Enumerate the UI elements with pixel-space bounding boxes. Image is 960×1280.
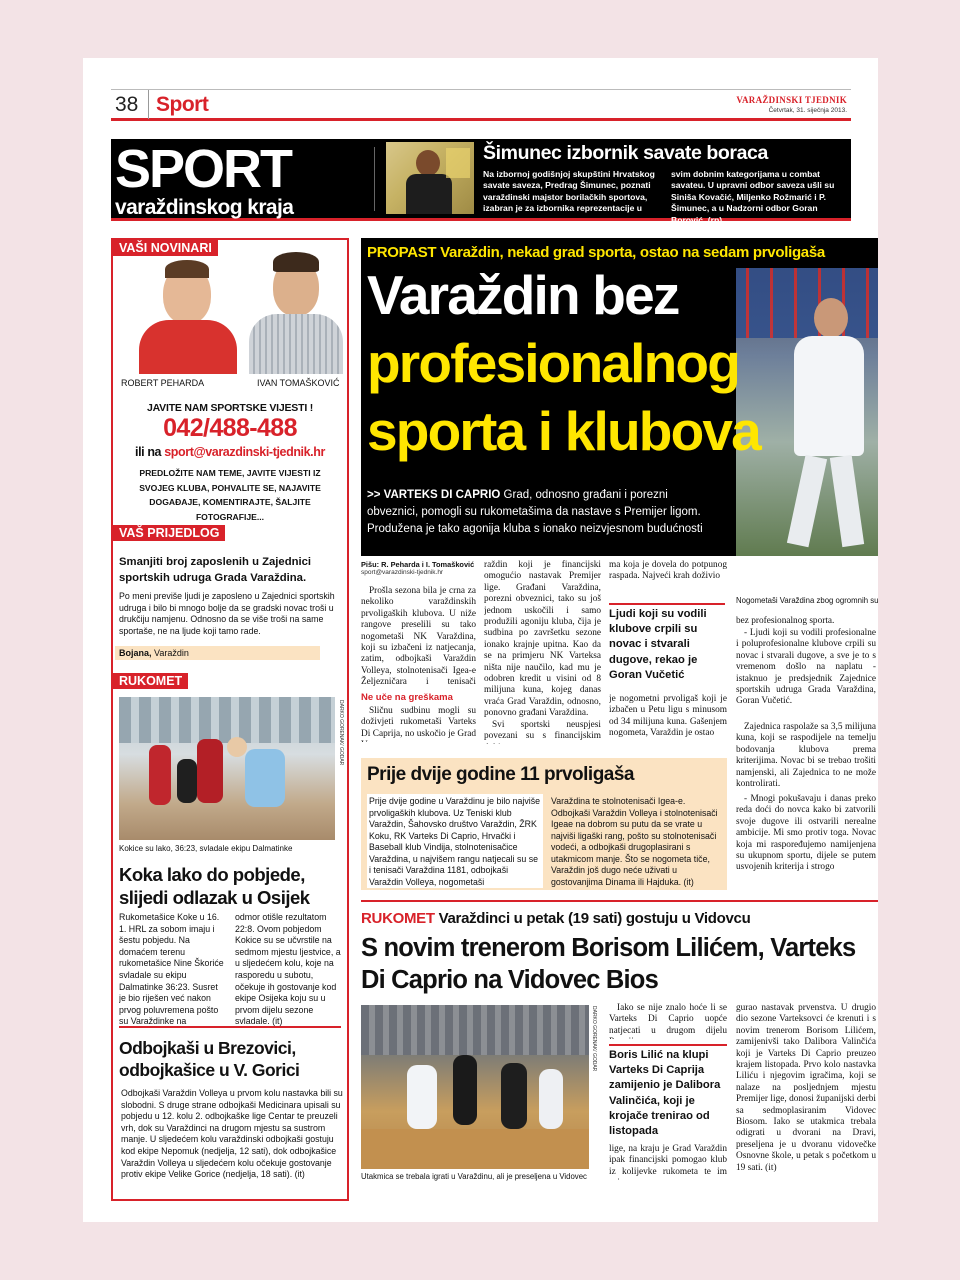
main-col2-text: raždin koji je financijski omogućio nastavak Premijer lige. Građani Varaždina, porezni obveznici, tako su još jednom uskočili i samo produžili agoniju kluba, čija je sudbina po završetku sezone ionako krajnje upitna. Kao da se na primjeru NK Varteksa ništa nije naučilo, kad mu je odobren kredit u visini od 8 milijuna kuna, kojeg danas vraća Grad Varaždin, odnosno, ponovno građani Varaždina. bbox=[484, 560, 601, 719]
main-col2-text2: Svi sportski neuspjesi povezani su s financijskim bbox=[484, 720, 601, 742]
main-kicker-word: PROPAST bbox=[367, 244, 437, 261]
masthead: VARAŽDINSKI TJEDNIK bbox=[736, 95, 847, 105]
proposal-label: VAŠ PRIJEDLOG bbox=[113, 525, 225, 541]
proposal-title: Smanjiti broj zaposlenih u Zajednici sportskih udruga Grada Varaždina. bbox=[119, 556, 312, 584]
handball-sidebar-text1: Rukometašice Koke u 16. 1. HRL za sobom imaju i šestu pobjedu. Na domaćem terenu rukometašice Nine Škoriće svladale su ekipu Dalmatinke 36:23. Susret je bio riješen već nakon prvog poluvremena pošto su Varaždinke na bbox=[119, 912, 224, 1027]
story-divider bbox=[361, 900, 878, 902]
main-col4-text2: - Ljudi koji su vodili profesionalne i poluprofesionalne klubove crpili su novac i stvarali dugove, a sve je to s vremenom došlo na naplatu - istaknuo je predsjednik Zajednice sportskih udruga Grada Varaždina, Goran Vučetić. bbox=[736, 628, 876, 707]
cta-text: JAVITE NAM SPORTSKE VIJESTI ! bbox=[146, 402, 314, 414]
handball-sidebar-photo bbox=[119, 697, 335, 840]
main-kicker bbox=[367, 244, 825, 261]
journalists-label: VAŠI NOVINARI bbox=[113, 240, 218, 256]
volley-text: Odbojkaši Varaždin Volleya u prvom kolu nastavka bili su slobodni. S druge strane odbojkaši Medicinara upisali su pobjedu u 12. kolu 2. odbojkaške lige Centar te preuzeli vrh, dok su Varaždinci na drugom mjestu sa sustrom manje. U sljedećem kolu varaždinski odbojkaši gostuju kod ekipe Nepomuk (nedjelja, 12 sati), dok odbojkašice Varaždin Volleya u sljedećem kolu očekuje gostovanje protiv ekipe Velike Gorice (nedjelja, 18 sati). (it) bbox=[121, 1088, 343, 1180]
main-story bbox=[361, 238, 878, 556]
main-headline-line2: profesionalnog bbox=[367, 332, 740, 394]
banner-headline: Šimunec izbornik savate boraca bbox=[483, 142, 768, 164]
main-byline bbox=[361, 560, 476, 576]
handball-kicker bbox=[361, 910, 750, 927]
section-name: Sport bbox=[156, 93, 209, 116]
main-lead-prefix: >> VARTEKS DI CAPRIO bbox=[367, 489, 501, 501]
main-col3-text: ma koja je dovela do potpunog raspada. Najveći krah doživio bbox=[609, 560, 727, 582]
sidebar bbox=[111, 238, 349, 1201]
main-headline-line1: Varaždin bez bbox=[367, 264, 679, 326]
handball-col1-text2: lige, na kraju je Grad Varaždin ipak financijski pomogao klub iz kolijevke rukometa te im bbox=[609, 1144, 727, 1177]
proposal-city: Varaždin bbox=[154, 648, 189, 658]
issue-date: Četvrtak, 31. siječnja 2013. bbox=[768, 107, 847, 114]
banner-title-big: SPORT bbox=[115, 139, 292, 199]
newspaper-page bbox=[83, 58, 878, 1222]
eleven-clubs-box bbox=[361, 758, 727, 890]
invite-text: PREDLOŽITE NAM TEME, JAVITE VIJESTI IZ SVOJEG KLUBA, POHVALITE SE, NAJAVITE DOGAĐAJE, KOMENTIRAJTE, ŠALJITE FOTOGRAFIJE... bbox=[139, 468, 321, 522]
handball-label: RUKOMET bbox=[113, 673, 188, 689]
photo-robert-peharda bbox=[133, 258, 241, 374]
page-number: 38 bbox=[115, 93, 139, 116]
handball-main-photo bbox=[361, 1005, 589, 1169]
handball-caption: Kokice su lako, 36:23, svladale ekipu Dalmatinke bbox=[119, 844, 293, 853]
main-col1-subhead: Ne uče na greškama bbox=[361, 692, 453, 703]
contact-phone[interactable]: 042/488-488 bbox=[163, 414, 297, 442]
proposal-text: Po meni previše ljudi je zaposleno u Zajednici sportskih udruga i bilo bi mnogo bolje da se gradski novac troši u drukčiju namjenu. Odnosno da se više troši na same sportaše, ne na ljude koji tamo rade. bbox=[119, 591, 335, 636]
banner-title-small: varaždinskog kraja bbox=[115, 196, 294, 219]
main-col4-text: bez profesionalnog sporta. bbox=[736, 616, 835, 626]
sidebar-divider bbox=[119, 1026, 341, 1028]
handball-kicker-word: RUKOMET bbox=[361, 910, 435, 927]
proposal-author-strip bbox=[115, 646, 320, 660]
journalist-name-2: IVAN TOMAŠKOVIĆ bbox=[257, 378, 340, 388]
handball-col2-text: gurao nastavak prvenstva. U drugio dio sezone Varteksovci će krenuti i s novim trenerom Borisom Lilićem, zamijenivši tako Dalibora Valinčića koji je Varteks Di Caprio preuzeo krajem listopada. Prvo kolo nastavka Liliću i njegovim igračima, koji se nalaze na posljednjem mjestu Premijer lige, donosi županijski derbi sa sedmoplasiranim Vidovec Biosom. Iako se utakmica trebala odigrati u dvorani na Dravi, preseljena je u dvoranu vidovečke Osnovne škole, u petak s početkom u 19 sati. (it) bbox=[736, 1003, 876, 1173]
handball-sidebar-text2: odmor otišle rezultatom 22:8. Ovom pobjedom Kokice su se učvrstile na sedmom mjestu ljestvice, a u sljedećem kolu, koje na rasporedu u subotu, očekuje ih gostovanje kod ekipe Osijeka koju su u prvom dijelu sezone svladale. (it) bbox=[235, 912, 341, 1027]
byline-authors: Pišu: R. Peharda i I. Tomašković bbox=[361, 560, 475, 569]
main-col1-text2: Sličnu sudbinu mogli su doživjeti rukometaši Varteks Di Caprija, no uskočio je Grad bbox=[361, 706, 476, 739]
photo-ivan-tomaskovic bbox=[247, 252, 345, 374]
handball-main-caption: Utakmica se trebala igrati u Varaždinu, ali je preseljena u Vidovec bbox=[361, 1172, 587, 1181]
banner-divider bbox=[374, 147, 375, 211]
main-lead-text: Grad, odnosno građani i porezni obveznici, pomogli su rukometašima da nastave s Premijer ligom. Produžena je tako agonija kluba s ionako neizvjesnom budućnosti bbox=[367, 489, 703, 535]
main-lead bbox=[367, 487, 722, 537]
journalist-name-1: ROBERT PEHARDA bbox=[121, 378, 205, 388]
handball-photo-credit: DARKO GORENAK/ GODAR bbox=[338, 700, 344, 766]
banner-photo-simunec bbox=[386, 142, 474, 214]
main-pull-quote: Ljudi koji su vodili klubove crpili su novac i stvarali dugove, rekao je Goran Vučetić bbox=[609, 603, 725, 683]
email-prefix: ili na bbox=[135, 445, 162, 459]
handball-sidebar-headline: Koka lako do pobjede, slijedi odlazak u Osijek bbox=[119, 864, 310, 908]
main-col3-text2: je nogometni prvoligaš koji je izbačen u Petu ligu s minusom od 34 milijuna kuna. Gašenjem nogometa, Varaždin je ostao bbox=[609, 694, 727, 739]
main-col4-text4: - Mnogi pokušavaju i danas preko reda doći do novca kako bi zatvorili svoje dugove ili ostvarili nerealne ambicije. Mi smo protiv toga. Novac koja mi raspoređujemo namijenjena su ukupnom sportu, dijele se putem usvojenih kriterija i strogo bbox=[736, 794, 876, 873]
contact-email-line bbox=[113, 445, 347, 459]
byline-email[interactable]: sport@varazdinski-tjednik.hr bbox=[361, 569, 444, 576]
handball-main-photo-credit: DARKO GORENAK/ GODAR bbox=[591, 1006, 597, 1072]
main-col1-text: Prošla sezona bila je crna za nekoliko varaždinskih prvoligaških klubova. U niže rangove preselili su tako nogometaši NK Varaždina, koji su izbačeni iz natjecanja, zatim, odbojkaši Varaždin Volleya, stolnotenisači Igea-e Željezničara i tenisači bbox=[361, 586, 476, 686]
page-header bbox=[111, 89, 851, 121]
header-divider bbox=[148, 90, 149, 119]
banner-text-col1: Na izbornoj godišnjoj skupštini Hrvatskog savate saveza, Predrag Šimunec, poznati varaždinski majstor borilačkih sportova, izabran je za izbornika reprezentacije u bbox=[483, 169, 655, 214]
main-kicker-text: Varaždin, nekad grad sporta, ostao na sedam prvoligaša bbox=[440, 244, 825, 261]
box-text2: Varaždina te stolnotenisači Igea-e. Odbojkaši Varaždin Volleya i stolnotenisači Igeae na dobrom su putu da se vrate u najviši ligaški rang, pošto su stolnotenisači vodeći, a odbojkaši drugoplasirani s utakmicom manje. Što se nogometa tiče, Varaždin još dugo neće uživati u gostovanjima Dinama ili Hajduka. (it) bbox=[551, 796, 718, 887]
sport-banner bbox=[111, 139, 851, 225]
proposal-author: Bojana, bbox=[119, 648, 152, 658]
box-text1: Prije dvije godine u Varaždinu je bilo najviše prvoligaških klubova. Uz Teniski klub Varaždin, Šahovsko društvo Varaždin, ŽRK Koku, RK Varteks Di Caprio, Hrvački i Baseball klub Vindija, stolnotenisačice Varaždina, u najvišem rangu natjecali su se i tenisači Varaždina 1181, odbojkaši Varaždin Volleya, nogometaši bbox=[367, 794, 543, 888]
volley-headline: Odbojkaši u Brezovici, odbojkašice u V. Gorici bbox=[119, 1038, 300, 1080]
banner-text-col2: svim dobnim kategorijama u combat savateu. U upravni odbor saveza ušli su Siniša Kovačić, Miljenko Rožmarić i P. Šimunec, a u Nadzorni odbor Goran Borović. (rp) bbox=[671, 169, 835, 225]
handball-pull-quote: Boris Lilić na klupi Varteks Di Caprija zamijenio je Dalibora Valinčića, koji je krojače trenirao od listopada bbox=[609, 1044, 727, 1139]
main-photo-caption: Nogometaši Varaždina zbog ogromnih su bbox=[736, 596, 878, 605]
main-headline-line3: sporta i klubova bbox=[367, 400, 760, 462]
main-col4-text3: Zajednica raspolaže sa 3,5 milijuna kuna, koji se raspodijele na temelju bodovanja klubova prema kriterijima. Novac bi se trebao trošiti namjenski, ali Zajednica to ne može kontrolirati. bbox=[736, 722, 876, 790]
handball-kicker-text: Varaždinci u petak (19 sati) gostuju u Vidovcu bbox=[438, 910, 751, 927]
handball-headline: S novim trenerom Borisom Lilićem, Varteks Di Caprio na Vidovec Bios bbox=[361, 934, 856, 994]
handball-col1-text: Iako se nije znalo hoće li se Varteks Di Caprio uopće natjecati u drugom dijelu bbox=[609, 1003, 727, 1036]
box-headline: Prije dvije godine 11 prvoligaša bbox=[367, 764, 634, 785]
contact-email[interactable]: sport@varazdinski-tjednik.hr bbox=[164, 445, 325, 459]
